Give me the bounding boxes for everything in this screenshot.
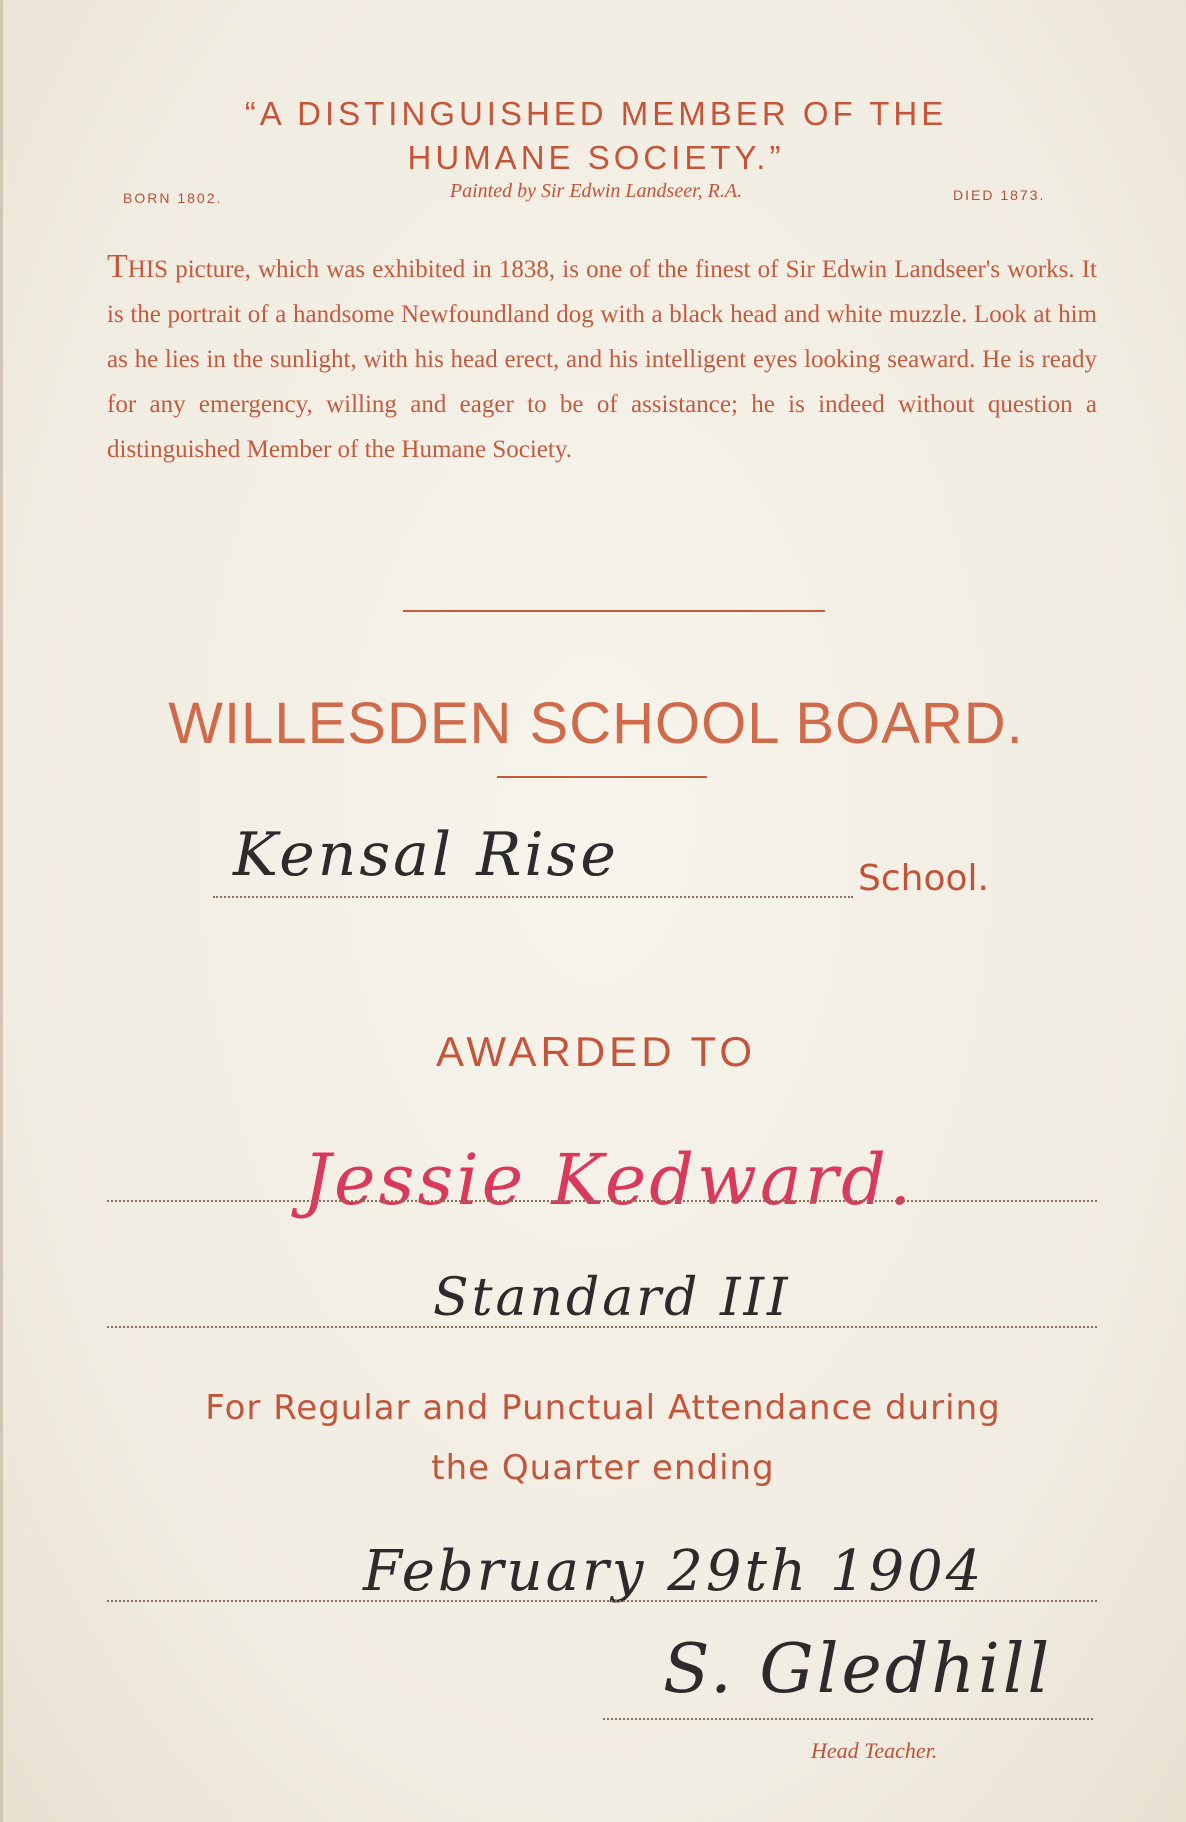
quarter-end-date-handwritten: February 29th 1904	[363, 1539, 985, 1604]
attendance-reason	[103, 1378, 1103, 1498]
divider-short	[497, 776, 707, 778]
painting-title	[3, 92, 1186, 180]
school-dotted-line	[213, 896, 853, 898]
head-teacher-signature: S. Gledhill	[663, 1630, 1053, 1709]
school-board-name: WILLESDEN SCHOOL BOARD.	[168, 691, 1024, 756]
painting-title-line1: “A DISTINGUISHED MEMBER OF THE	[244, 95, 948, 132]
recipient-name-handwritten: Jessie Kedward.	[303, 1139, 915, 1221]
attendance-reason-line2: the Quarter ending	[431, 1448, 775, 1488]
died-date: DIED 1873.	[953, 187, 1046, 203]
date-dotted-line	[107, 1600, 1097, 1602]
school-label: School.	[858, 858, 989, 899]
recipient-dotted-line	[107, 1200, 1097, 1202]
attendance-reason-line1: For Regular and Punctual Attendance during	[205, 1388, 1001, 1428]
divider-top	[403, 610, 825, 612]
painting-description	[107, 244, 1097, 472]
painter-credit: Painted by Sir Edwin Landseer, R.A.	[449, 180, 743, 202]
born-date: BORN 1802.	[123, 190, 223, 206]
drop-cap: T	[107, 248, 128, 285]
head-teacher-label: Head Teacher.	[811, 1738, 938, 1763]
description-text: HIS picture, which was exhibited in 1838, is one of the finest of Sir Edwin Landseer's works. It is the portrait of a handsome Newfoundland dog with a black head and white muzzle. Look at him as he lies in the sunlight, with his head erect, and his intelligent eyes looking seaward. He is ready for any emergency, willing and eager to be of assistance; he is indeed without question a distinguished Member of the Humane Society.	[107, 256, 1097, 463]
school-name-handwritten: Kensal Rise	[233, 820, 619, 890]
painting-title-line2: HUMANE SOCIETY.”	[407, 139, 785, 176]
awarded-to-heading: AWARDED TO	[435, 1028, 757, 1075]
standard-handwritten: Standard III	[433, 1268, 791, 1328]
standard-dotted-line	[107, 1326, 1097, 1328]
signature-dotted-line	[603, 1718, 1093, 1720]
